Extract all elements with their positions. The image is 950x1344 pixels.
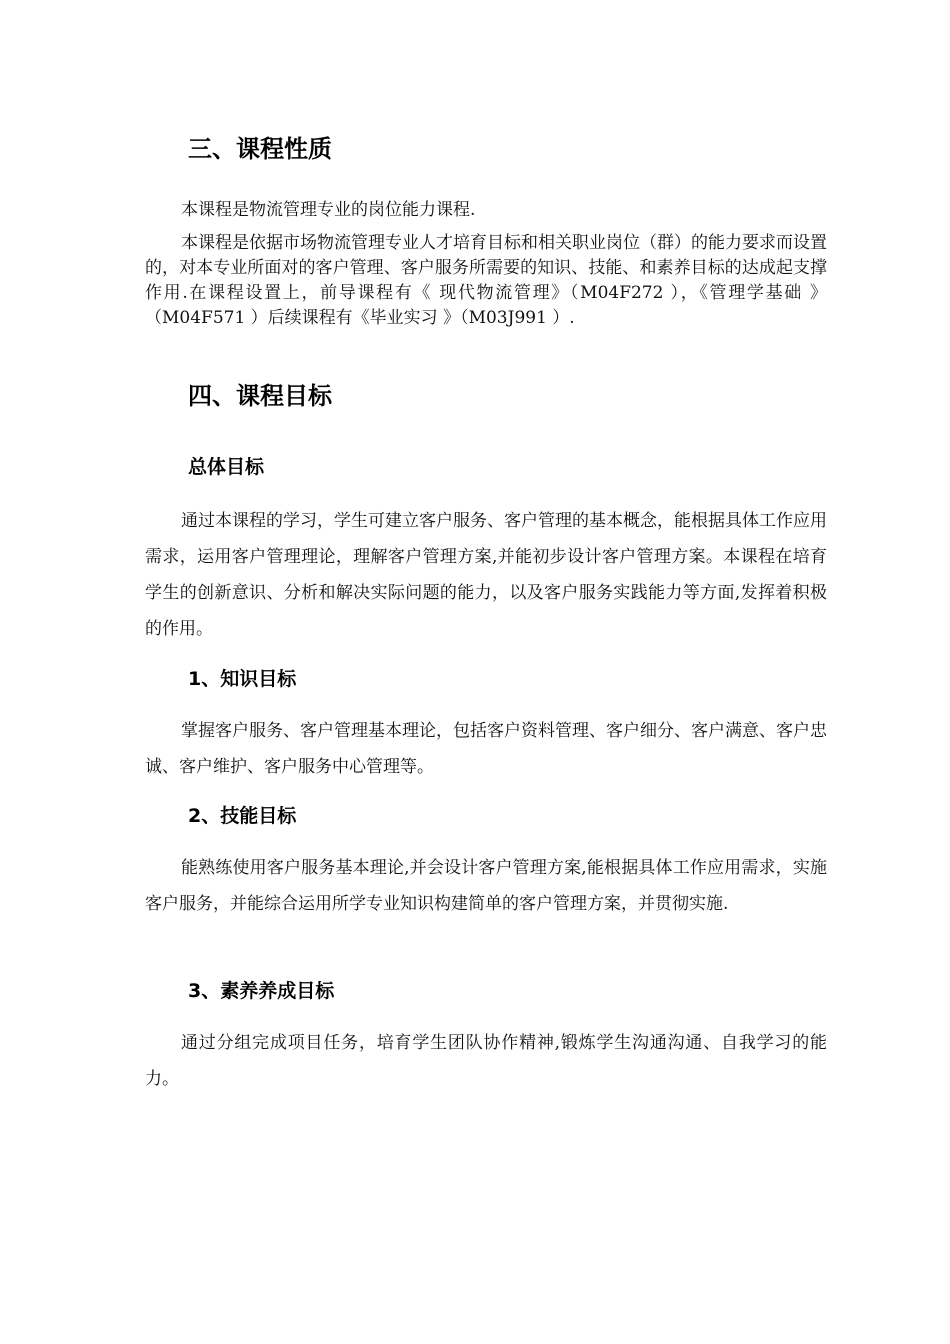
paragraph-skill-objective: 能熟练使用客户服务基本理论,并会设计客户管理方案,能根据具体工作应用需求，实施客户服务，并能综合运用所学专业知识构建简单的客户管理方案，并贯彻实施. — [145, 858, 827, 914]
paragraph-course-position: 本课程是物流管理专业的岗位能力课程. — [181, 200, 476, 220]
subheading-quality-objective: 3、素养养成目标 — [188, 980, 335, 1002]
paragraph-overall-objective: 通过本课程的学习，学生可建立客户服务、客户管理的基本概念，能根据具体工作应用需求，运用客户管理理论，理解客户管理方案,并能初步设计客户管理方案。本课程在培育学生的创新意识、分析和解决实际问题的能力，以及客户服务实践能力等方面,发挥着积极的作用。 — [145, 511, 827, 639]
subheading-knowledge-objective: 1、知识目标 — [188, 668, 297, 690]
paragraph-knowledge-objective: 掌握客户服务、客户管理基本理论，包括客户资料管理、客户细分、客户满意、客户忠诚、客户维护、客户服务中心管理等。 — [145, 721, 827, 777]
section-heading-course-objectives: 四、课程目标 — [188, 382, 332, 410]
subheading-overall-objective: 总体目标 — [188, 456, 265, 478]
section-heading-course-nature: 三、课程性质 — [188, 135, 332, 163]
paragraph-quality-objective: 通过分组完成项目任务，培育学生团队协作精神,锻炼学生沟通沟通、自我学习的能力。 — [145, 1033, 827, 1089]
subheading-skill-objective: 2、技能目标 — [188, 805, 297, 827]
paragraph-course-purpose: 本课程是依据市场物流管理专业人才培育目标和相关职业岗位（群）的能力要求而设置的，对本专业所面对的客户管理、客户服务所需要的知识、技能、和素养目标的达成起支撑作用.在课程设置上，前导课程有《 现代物流管理》（M04F272 ），《管理学基础 》（M04F571 ）后续课程有《毕业实习 》（M03J991 ）. — [145, 233, 827, 328]
